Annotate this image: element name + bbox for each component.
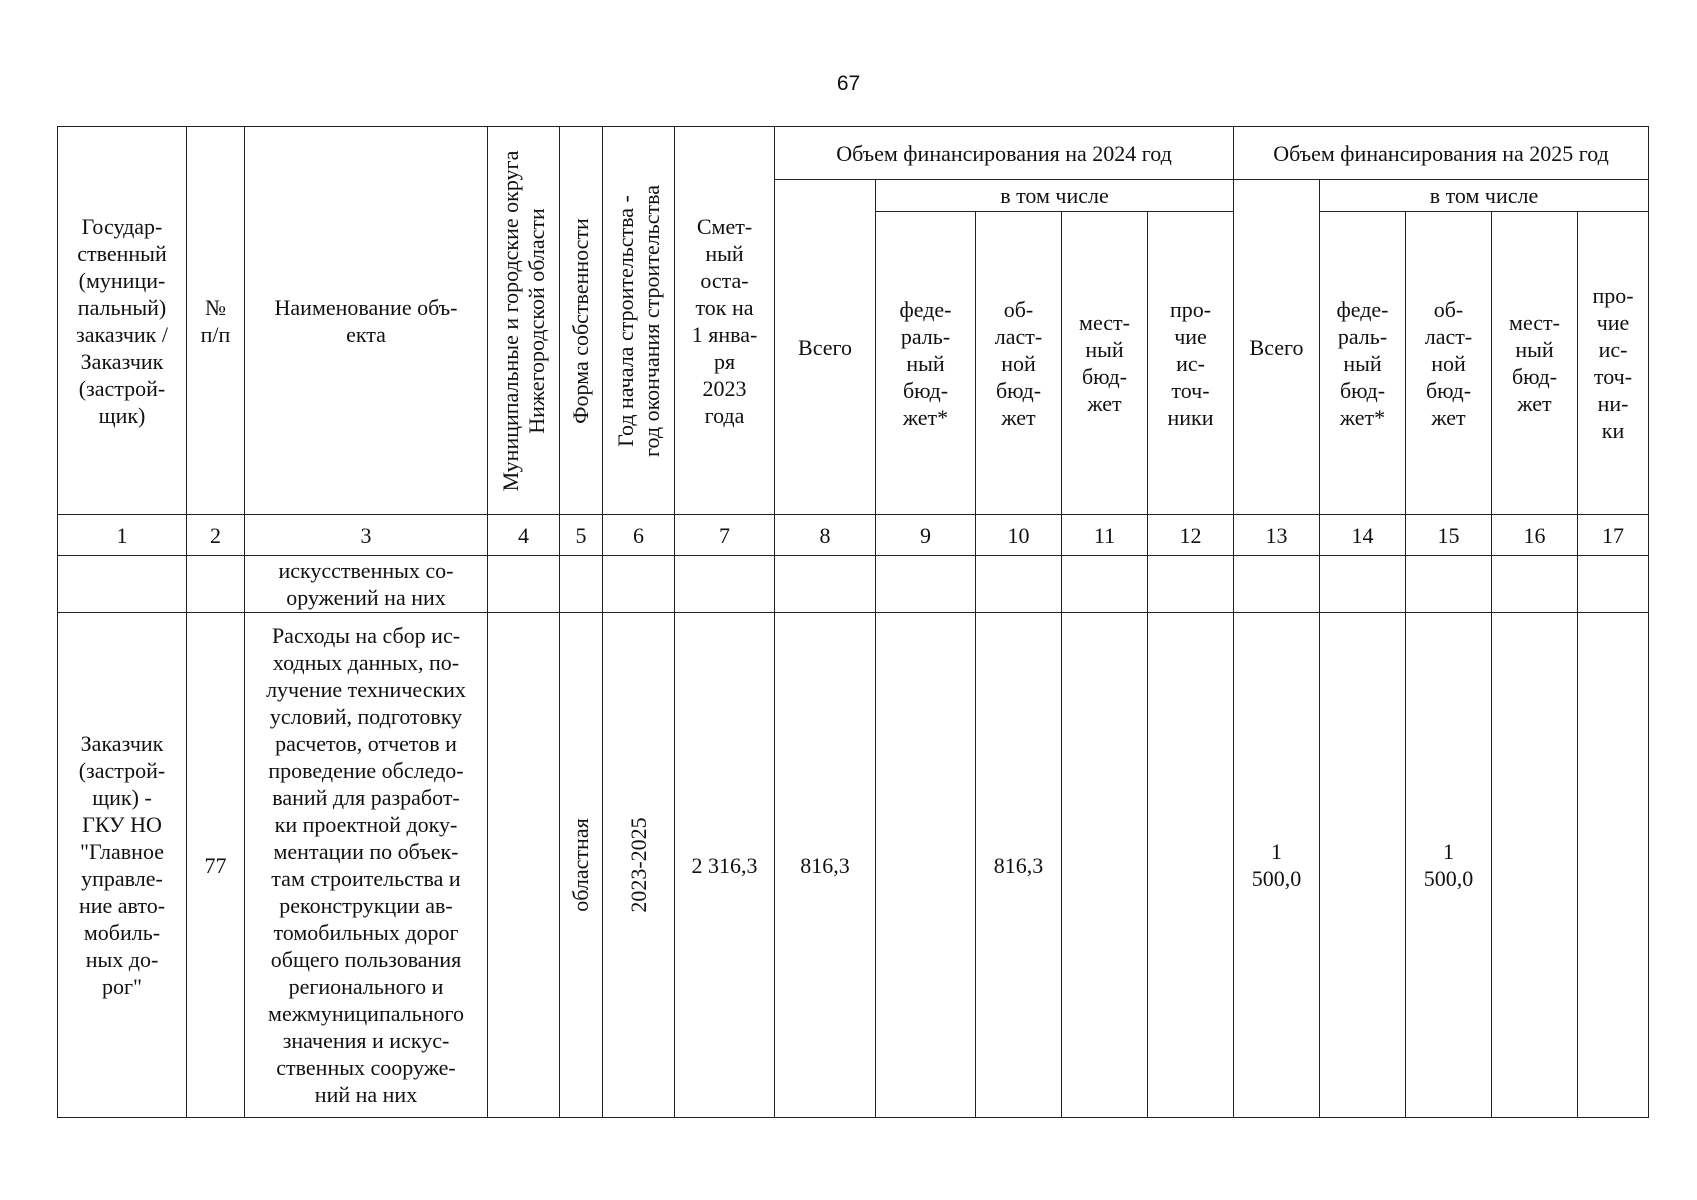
cell-other-2024 xyxy=(1148,613,1234,1118)
cell-remainder xyxy=(675,556,775,613)
header-local-2024: мест- ный бюд- жет xyxy=(1062,212,1148,515)
cell-customer: Заказчик (застрой- щик) - ГКУ НО "Главное управле- ние авто- мобиль- ных до- рог" xyxy=(58,613,187,1118)
cell-district xyxy=(488,556,560,613)
cell-years xyxy=(603,556,675,613)
column-number: 4 xyxy=(488,515,560,556)
header-federal-2024: феде- раль- ный бюд- жет* xyxy=(876,212,976,515)
cell-federal-2025 xyxy=(1320,556,1406,613)
cell-ownership xyxy=(560,556,603,613)
column-number: 3 xyxy=(245,515,488,556)
financing-table xyxy=(57,126,1649,1118)
column-number: 16 xyxy=(1492,515,1578,556)
cell-years xyxy=(603,613,675,1118)
header-object-name: Наименование объ- екта xyxy=(245,127,488,515)
header-including-2025: в том числе xyxy=(1320,180,1649,212)
cell-object-name: искусственных со- оружений на них xyxy=(245,556,488,613)
header-district-text: Муниципальные и городские округа Нижегородской области xyxy=(497,150,549,491)
cell-remainder: 2 316,3 xyxy=(675,613,775,1118)
cell-customer xyxy=(58,556,187,613)
cell-total-2024 xyxy=(775,556,876,613)
header-including-2024: в том числе xyxy=(876,180,1234,212)
column-number: 10 xyxy=(976,515,1062,556)
cell-local-2025 xyxy=(1492,613,1578,1118)
cell-federal-2025 xyxy=(1320,613,1406,1118)
header-number: № п/п xyxy=(187,127,245,515)
column-number: 1 xyxy=(58,515,187,556)
column-number: 15 xyxy=(1406,515,1492,556)
table-row xyxy=(58,556,1649,613)
header-financing-2024: Объем финансирования на 2024 год xyxy=(775,127,1234,180)
cell-total-2025 xyxy=(1234,556,1320,613)
cell-other-2025 xyxy=(1578,613,1649,1118)
cell-local-2025 xyxy=(1492,556,1578,613)
cell-other-2025 xyxy=(1578,556,1649,613)
header-ownership xyxy=(560,127,603,515)
cell-years-text: 2023-2025 xyxy=(625,817,651,913)
cell-regional-2024: 816,3 xyxy=(976,613,1062,1118)
column-number: 7 xyxy=(675,515,775,556)
header-federal-2025: феде- раль- ный бюд- жет* xyxy=(1320,212,1406,515)
header-financing-2025: Объем финансирования на 2025 год xyxy=(1234,127,1649,180)
header-regional-2024: об- ласт- ной бюд- жет xyxy=(976,212,1062,515)
column-number: 2 xyxy=(187,515,245,556)
column-number: 6 xyxy=(603,515,675,556)
column-number: 11 xyxy=(1062,515,1148,556)
cell-district xyxy=(488,613,560,1118)
cell-local-2024 xyxy=(1062,556,1148,613)
header-other-2024: про- чие ис- точ- ники xyxy=(1148,212,1234,515)
column-number: 13 xyxy=(1234,515,1320,556)
header-row-1 xyxy=(58,127,1649,180)
cell-ownership xyxy=(560,613,603,1118)
cell-total-2025: 1 500,0 xyxy=(1234,613,1320,1118)
header-other-2025: про- чие ис- точ- ни- ки xyxy=(1578,212,1649,515)
header-years xyxy=(603,127,675,515)
cell-regional-2025: 1 500,0 xyxy=(1406,613,1492,1118)
header-total-2025: Всего xyxy=(1234,180,1320,515)
column-number: 9 xyxy=(876,515,976,556)
cell-federal-2024 xyxy=(876,556,976,613)
cell-regional-2024 xyxy=(976,556,1062,613)
cell-local-2024 xyxy=(1062,613,1148,1118)
cell-other-2024 xyxy=(1148,556,1234,613)
cell-number: 77 xyxy=(187,613,245,1118)
cell-object-name: Расходы на сбор ис- ходных данных, по- лучение технических условий, подготовку расчетов, отчетов и проведение обследо- ваний для разработ- ки проектной доку- ментации по объек- там строительства и реконструкции ав- томобильных дорог общего пользования регионального и межмуниципального значения и искус- ственных сооруже- ний на них xyxy=(245,613,488,1118)
column-number: 17 xyxy=(1578,515,1649,556)
header-regional-2025: об- ласт- ной бюд- жет xyxy=(1406,212,1492,515)
page-number: 67 xyxy=(836,72,861,95)
column-number: 8 xyxy=(775,515,876,556)
header-years-text: Год начала строительства - год окончания строительства xyxy=(612,184,664,457)
cell-number xyxy=(187,556,245,613)
column-number: 5 xyxy=(560,515,603,556)
header-estimated-remainder: Смет- ный оста- ток на 1 янва- ря 2023 года xyxy=(675,127,775,515)
header-local-2025: мест- ный бюд- жет xyxy=(1492,212,1578,515)
header-ownership-text: Форма собственности xyxy=(568,217,593,424)
cell-federal-2024 xyxy=(876,613,976,1118)
header-total-2024: Всего xyxy=(775,180,876,515)
column-numbers-row xyxy=(58,515,1649,556)
table-row xyxy=(58,613,1649,1118)
cell-regional-2025 xyxy=(1406,556,1492,613)
header-customer: Государ- ственный (муници- пальный) заказчик / Заказчик (застрой- щик) xyxy=(58,127,187,515)
column-number: 12 xyxy=(1148,515,1234,556)
cell-ownership-text: областная xyxy=(568,818,593,912)
cell-total-2024: 816,3 xyxy=(775,613,876,1118)
header-district xyxy=(488,127,560,515)
column-number: 14 xyxy=(1320,515,1406,556)
